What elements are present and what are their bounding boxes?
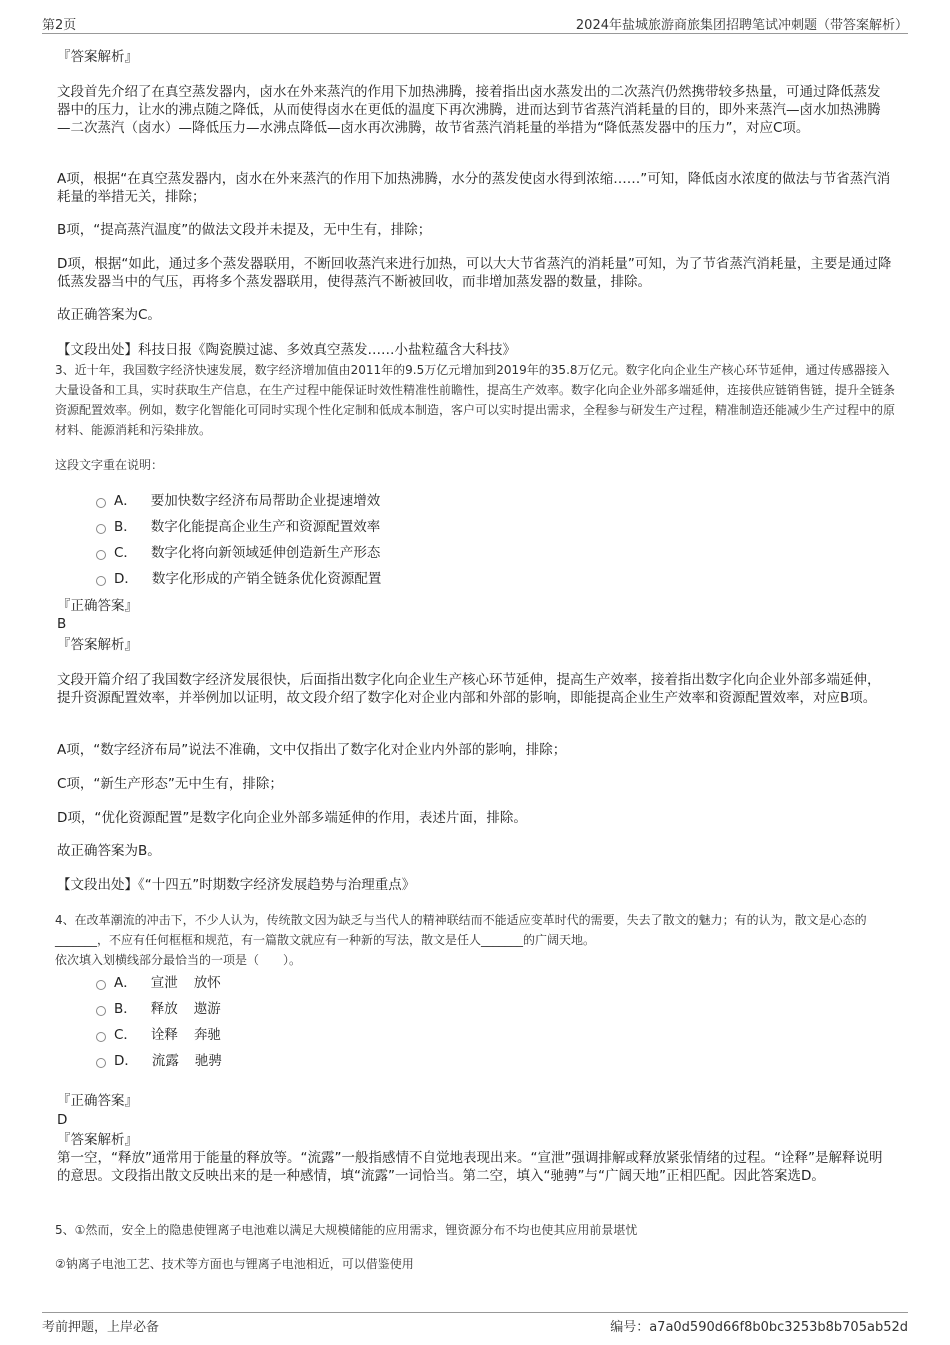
q2-analysis-option-a: A项，根据“在真空蒸发器内，卤水在外来蒸汽的作用下加热沸腾，水分的蒸发使卤水得到浓缩……”可知，降低卤水浓度的做法与节省蒸汽消耗量的举措无关，排除； — [57, 171, 891, 205]
document-code — [610, 1316, 908, 1335]
footer-slogan: 考前押题，上岸必备 — [42, 1320, 160, 1335]
option-letter: C． — [114, 545, 137, 561]
radio-icon[interactable] — [96, 576, 106, 586]
q3-conclusion: 故正确答案为B。 — [57, 843, 161, 859]
radio-icon[interactable] — [96, 498, 106, 508]
q3-question: 这段文字重在说明： — [55, 458, 164, 472]
q3-source: 【文段出处】《“十四五”时期数字经济发展趋势与治理重点》 — [57, 877, 416, 893]
radio-icon[interactable] — [96, 1006, 106, 1016]
q2-analysis-main: 文段首先介绍了在真空蒸发器内，卤水在外来蒸汽的作用下加热沸腾，接着指出卤水蒸发出的二次蒸汽仍然携带较多热量，可通过降低蒸发器中的压力，让水的沸点随之降低，从而使得卤水在更低的温度下再次沸腾，进而达到节省蒸汽消耗量的目的，即外来蒸汽—卤水加热沸腾—二次蒸汽（卤水）—降低压力—水沸点降低—卤水再次沸腾，故节省蒸汽消耗量的举措为“降低蒸发器中的压力”，对应C项。 — [57, 84, 881, 136]
q4-answer: D — [57, 1112, 68, 1128]
option-letter: B． — [114, 519, 137, 535]
q4-stem: 4、在改革潮流的冲击下，不少人认为，传统散文因为缺乏与当代人的精神联结而不能适应变革时代的需要，失去了散文的魅力；有的认为，散文是心态的_______，不应有任何框框和规范，有一篇散文就应有一种新的写法，散文是任人_______的广阔天地。 — [55, 913, 867, 947]
q3-option-b[interactable] — [96, 518, 380, 536]
option-letter: A． — [114, 493, 137, 509]
q3-analysis-heading: 『答案解析』 — [57, 637, 138, 653]
q5-sentence-1: 5、①然而，安全上的隐患使锂离子电池难以满足大规模储能的应用需求，锂资源分布不均也使其应用前景堪忧 — [55, 1223, 638, 1237]
q4-analysis: 第一空，“释放”通常用于能量的释放等。“流露”一般指感情不自觉地表现出来。“宣泄”强调排解或释放紧张情绪的过程。“诠释”是解释说明的意思。文段指出散文反映出来的是一种感情，填“流露”一词恰当。第二空，填入“驰骋”与“广阔天地”正相匹配。因此答案选D。 — [57, 1150, 883, 1184]
header-divider — [42, 33, 908, 34]
q4-option-b[interactable] — [96, 1000, 221, 1018]
radio-icon[interactable] — [96, 550, 106, 560]
q4-option-d[interactable] — [96, 1052, 222, 1070]
option-text: 数字化能提高企业生产和资源配置效率 — [150, 519, 381, 535]
option-text: 要加快数字经济布局帮助企业提速增效 — [150, 493, 381, 509]
radio-icon[interactable] — [96, 980, 106, 990]
option-text: 数字化将向新领域延伸创造新生产形态 — [150, 545, 381, 561]
option-word-1: 流露 — [151, 1053, 179, 1069]
q3-option-a[interactable] — [96, 492, 380, 510]
radio-icon[interactable] — [96, 524, 106, 534]
document-title: 2024年盐城旅游商旅集团招聘笔试冲刺题（带答案解析） — [575, 18, 908, 33]
q3-analysis-option-a: A项，“数字经济布局”说法不准确，文中仅指出了数字化对企业内外部的影响，排除； — [57, 742, 567, 758]
document-code-label: 编号： — [610, 1320, 650, 1335]
q3-stem: 3、近十年，我国数字经济快速发展，数字经济增加值由2011年的9.5万亿元增加到2019年的35.8万亿元。数字化向企业生产核心环节延伸，通过传感器接入大量设备和工具，实时获取生产信息，在生产过程中能保证时效性精准性前瞻性，提高生产效率。数字化向企业外部多端延伸，连接供应链销售链，提升全链条资源配置效率。例如，数字化智能化可同时实现个性化定制和低成本制造，客户可以实时提出需求，全程参与研发生产过程，精准制造还能减少生产过程中的原材料、能源消耗和污染排放。 — [55, 363, 896, 437]
q2-analysis-heading: 『答案解析』 — [57, 49, 138, 65]
option-letter: A． — [114, 975, 137, 991]
option-word-2: 放怀 — [193, 975, 221, 991]
q3-option-d[interactable] — [96, 570, 381, 588]
document-code-value: a7a0d590d66f8b0bc3253b8b705ab52d — [649, 1320, 908, 1335]
q4-analysis-heading: 『答案解析』 — [57, 1132, 138, 1148]
radio-icon[interactable] — [96, 1032, 106, 1042]
footer-divider — [42, 1312, 908, 1313]
q3-answer: B — [57, 616, 67, 632]
option-word-2: 驰骋 — [194, 1053, 222, 1069]
radio-icon[interactable] — [96, 1058, 106, 1068]
q2-analysis-option-b: B项，“提高蒸汽温度”的做法文段并未提及，无中生有，排除； — [57, 222, 432, 238]
option-word-2: 奔驰 — [193, 1027, 221, 1043]
q5-sentence-2: ②钠离子电池工艺、技术等方面也与锂离子电池相近，可以借鉴使用 — [55, 1257, 414, 1271]
q3-analysis-option-d: D项，“优化资源配置”是数字化向企业外部多端延伸的作用，表述片面，排除。 — [57, 810, 527, 826]
q4-correct-heading: 『正确答案』 — [57, 1093, 138, 1109]
q3-analysis-main: 文段开篇介绍了我国数字经济发展很快，后面指出数字化向企业生产核心环节延伸，提高生产效率，接着指出数字化向企业外部多端延伸，提升资源配置效率，并举例加以证明，故文段介绍了数字化对企业内部和外部的影响，即能提高企业生产效率和资源配置效率，对应B项。 — [57, 672, 881, 706]
q2-analysis-option-d: D项，根据“如此，通过多个蒸发器联用，不断回收蒸汽来进行加热，可以大大节省蒸汽的消耗量”可知，为了节省蒸汽消耗量，主要是通过降低蒸发器当中的气压，再将多个蒸发器联用，使得蒸汽不断被回收，而非增加蒸发器的数量，排除。 — [57, 256, 892, 290]
q3-analysis-option-c: C项，“新生产形态”无中生有，排除； — [57, 776, 283, 792]
q4-question: 依次填入划横线部分最恰当的一项是（ ）。 — [55, 953, 302, 967]
option-text: 数字化形成的产销全链条优化资源配置 — [151, 571, 382, 587]
option-word-2: 遨游 — [193, 1001, 221, 1017]
option-word-1: 诠释 — [150, 1027, 178, 1043]
q2-conclusion: 故正确答案为C。 — [57, 307, 161, 323]
q3-option-c[interactable] — [96, 544, 380, 562]
option-letter: B． — [114, 1001, 137, 1017]
q4-option-c[interactable] — [96, 1026, 221, 1044]
q3-correct-heading: 『正确答案』 — [57, 598, 138, 614]
option-letter: C． — [114, 1027, 137, 1043]
q2-source: 【文段出处】科技日报《陶瓷膜过滤、多效真空蒸发……小盐粒蕴含大科技》 — [57, 342, 516, 358]
q4-option-a[interactable] — [96, 974, 221, 992]
option-word-1: 宣泄 — [150, 975, 178, 991]
option-letter: D． — [114, 1053, 138, 1069]
option-word-1: 释放 — [150, 1001, 178, 1017]
page-number: 第2页 — [42, 18, 77, 33]
option-letter: D． — [114, 571, 138, 587]
